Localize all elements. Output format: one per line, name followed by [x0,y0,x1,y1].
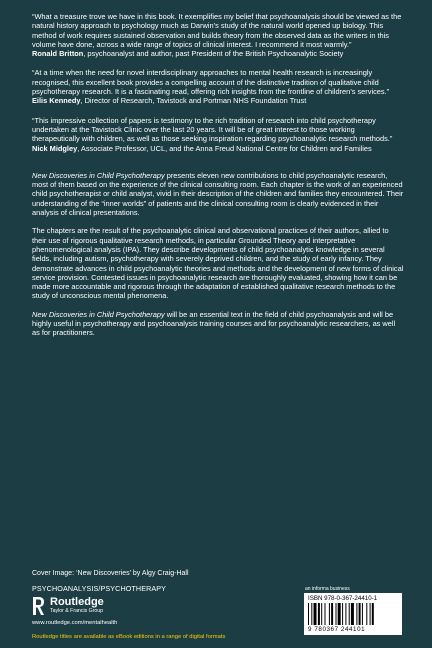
review-quote: “What a treasure trove we have in this book. It exemplifies my belief that psychoanalysis should be viewed as the natural history approach to psychology much as Darwin’s study of the natural world opened up biology. This method of work requires sustained observation and builds theory from the observed data as the writers in this volume have done, across a wide range of topics of clinical interest. I recommend it most warmly.” [32,12,402,49]
reviewer-name: Eilis Kennedy [32,96,81,106]
cover-credit: Cover Image: ‘New Discoveries’ by Algy Craig-Hall [32,570,189,577]
review-quote: “This impressive collection of papers is testimony to the rich tradition of research into child psychotherapy undertaken at the Tavistock Clinic over the last 20 years. It will be of great interest to those working therapeutically with children, as well as those seeking inspiration regarding psychoanalytic research methods.” [32,115,393,144]
publisher-name: Routledge [50,596,104,608]
barcode [308,603,398,625]
publisher-tagline: Taylor & Francis Group [50,608,104,614]
routledge-logo [32,596,152,616]
reviewer-name: Nick Midgley [32,143,78,153]
reviewer-role: , psychoanalyst and author, past President of the British Psychoanalytic Society [83,49,344,59]
routledge-r-icon [32,596,46,616]
isbn-barcode-box [304,593,402,635]
review-attribution [32,49,404,58]
publisher-url: www.routledge.com/mentalhealth [32,620,118,626]
category-label: PSYCHOANALYSIS/PSYCHOTHERAPY [32,584,167,593]
isbn-text: ISBN 978-0-367-24410-1 [308,595,378,602]
blurb-area [32,12,404,347]
reviewer-role: , Director of Research, Tavistock and Portman NHS Foundation Trust [80,96,307,106]
book-title: New Discoveries in Child Psychotherapy [32,309,165,319]
ebook-note: Routledge titles are available as eBook editions in a range of digital formats [32,634,226,640]
description-paragraph: New Discoveries in Child Psychotherapy presents eleven new contributions to child psychoanalytic research, most of them based on the experience of the clinical consulting room. Each chapter is the work of an experienced child psychotherapist or child analyst, vivid in their description of the children and families they encountered. Their understanding of the “inner worlds” of patients and the clinical consulting room is clearly evidenced in their analysis of clinical presentations. [32,170,404,218]
reviewer-name: Ronald Britton [32,49,84,59]
review-quote: “At a time when the need for novel interdisciplinary approaches to mental health research is increasingly recognised, this excellent book provides a compelling account of the distinctive tradition of qualitative child psychotherapy research. It is a fascinating read, offering rich insights from the frontline of children’s services.” [32,68,390,97]
book-title: New Discoveries in Child Psychotherapy [32,170,165,180]
review-attribution [32,96,404,105]
barcode-digits: 9 780367 244101 [308,626,366,633]
reviewer-role: , Associate Professor, UCL, and the Anna Freud National Centre for Children and Families [77,143,372,153]
informa-label: an informa business [305,586,350,592]
description-paragraph: New Discoveries in Child Psychotherapy will be an essential text in the field of child psychoanalysis and will be highly useful in psychotherapy and psychoanalysis training courses and for psychoanalytic researchers, as well as for practitioners. [32,309,396,338]
description-paragraph: The chapters are the result of the psychoanalytic clinical and observational practices of their authors, allied to their use of rigorous qualitative research methods, in particular Grounded Theory and interpretative phenomenological analysis (IPA). They describe developments of child psychoanalytic knowledge in several fields, including autism, psychotherapy with severely deprived children, and the study of early infancy. They demonstrate advances in child psychoanalytic theories and methods and the development of new forms of clinical service provision. Contested issues in psychoanalytic research are thoroughly evaluated, showing how it can be made more accountable and rigorous through the adaptation of established qualitative research methods to the study of unconscious mental phenomena. [32,226,404,301]
review-attribution [32,144,404,153]
